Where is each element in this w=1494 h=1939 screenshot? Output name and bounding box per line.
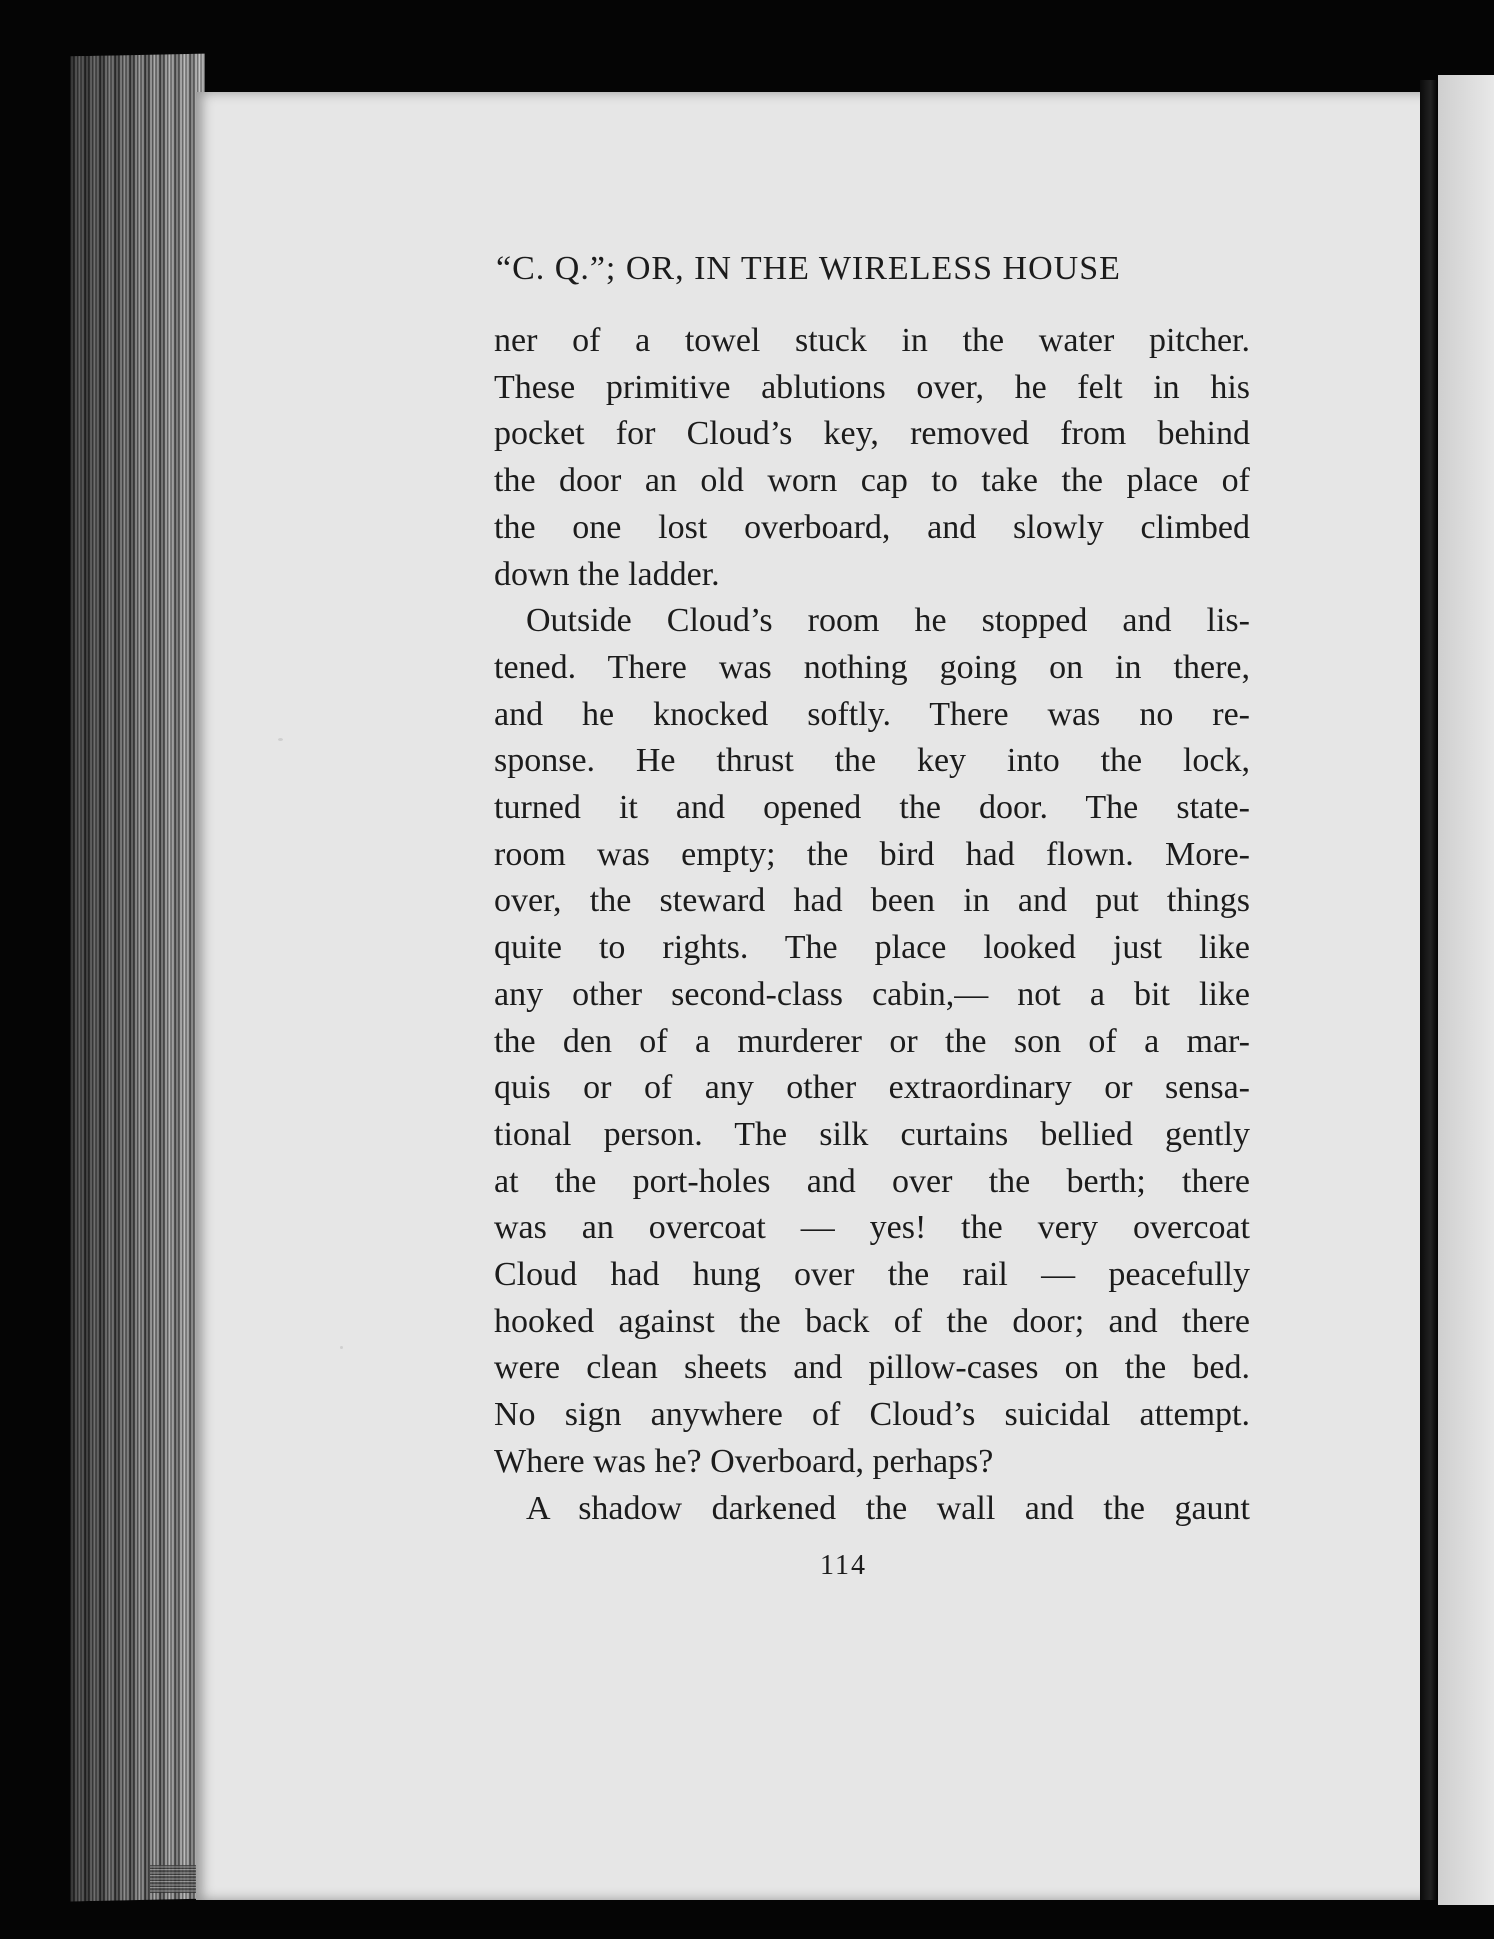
text-line: and he knocked softly. There was no re-	[494, 695, 1250, 733]
text-line: turned it and opened the door. The state-	[494, 789, 1250, 827]
text-line: the door an old worn cap to take the place of	[494, 462, 1250, 500]
dust-speck	[340, 1346, 343, 1349]
text-line: pocket for Cloud’s key, removed from behind	[494, 415, 1250, 453]
text-line: Outside Cloud’s room he stopped and lis-	[526, 602, 1250, 640]
text-line: was an overcoat — yes! the very overcoat	[494, 1209, 1250, 1247]
paragraph	[494, 598, 1250, 1485]
text-line: over, the steward had been in and put things	[494, 882, 1250, 920]
text-line: A shadow darkened the wall and the gaunt	[526, 1489, 1250, 1527]
text-line: hooked against the back of the door; and there	[494, 1302, 1250, 1340]
text-line: Cloud had hung over the rail — peacefully	[494, 1256, 1250, 1294]
text-line: quis or of any other extraordinary or sensa-	[494, 1069, 1250, 1107]
text-line: sponse. He thrust the key into the lock,	[494, 742, 1250, 780]
book-gutter	[1420, 80, 1438, 1900]
paragraph	[494, 318, 1250, 598]
text-line: room was empty; the bird had flown. More-	[494, 835, 1250, 873]
body-text	[494, 318, 1250, 1532]
text-line: at the port-holes and over the berth; there	[494, 1162, 1250, 1200]
facing-page-edge	[1438, 75, 1494, 1905]
text-line: Where was he? Overboard, perhaps?	[494, 1442, 994, 1480]
text-line: the one lost overboard, and slowly climbed	[494, 508, 1250, 546]
text-line: the den of a murderer or the son of a mar-	[494, 1022, 1250, 1060]
page-edge-stack	[70, 54, 205, 1902]
text-line: quite to rights. The place looked just like	[494, 929, 1250, 967]
dust-speck	[278, 738, 283, 741]
text-line: were clean sheets and pillow-cases on the bed.	[494, 1349, 1250, 1387]
text-line: No sign anywhere of Cloud’s suicidal attempt.	[494, 1396, 1250, 1434]
text-line: tional person. The silk curtains bellied gently	[494, 1115, 1250, 1153]
text-line: tened. There was nothing going on in there,	[494, 648, 1250, 686]
paragraph	[494, 1486, 1250, 1533]
page-number: 114	[820, 1550, 867, 1581]
text-line: any other second-class cabin,— not a bit like	[494, 975, 1250, 1013]
text-line: These primitive ablutions over, he felt in his	[494, 368, 1250, 406]
running-head: “C. Q.”; OR, IN THE WIRELESS HOUSE	[496, 250, 1121, 287]
text-line: down the ladder.	[494, 555, 720, 593]
text-line: ner of a towel stuck in the water pitcher.	[494, 322, 1250, 359]
